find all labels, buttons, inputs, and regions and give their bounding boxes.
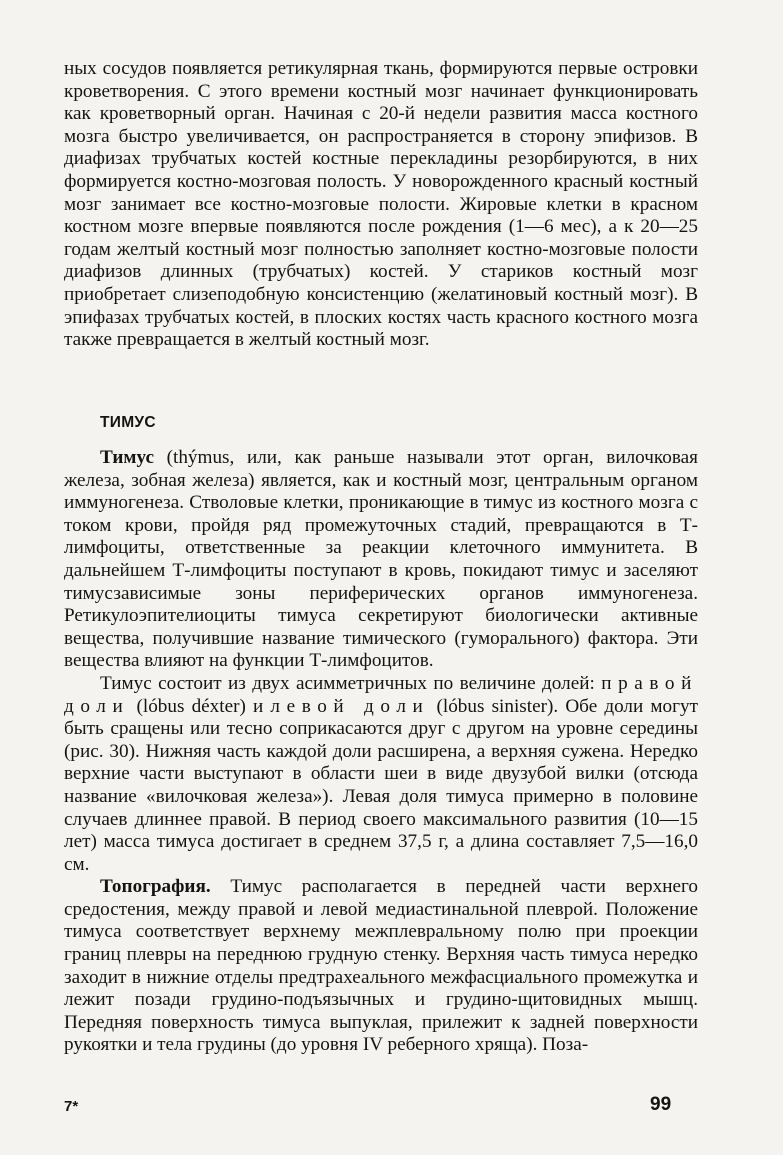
paragraph-topography	[64, 876, 698, 1057]
paragraph-text: , или, как раньше называли этот орган, вилочковая железа, зобная железа) является, как и костный мозг, центральным органом иммуногенеза. Стволовые клетки, проникающие в тимус из костного мозга с током крови, пройдя ряд промежуточных стадий, превращаются в Т-лимфоциты, ответственные за реакции клеточного иммунитета. В дальнейшем Т-лимфоциты поступают в кровь, покидают тимус и заселяют тимусзависимые зоны периферических органов иммуногенеза. Ретикулоэпителиоциты тимуса секретируют биологически активные вещества, получившие название тимического (гуморального) фактора. Эти вещества влияют на функции Т-лимфоцитов.	[64, 447, 699, 672]
bone-marrow-text-block	[64, 58, 698, 352]
latin-thymus: thýmus	[173, 447, 230, 468]
page-number: 99	[650, 1094, 672, 1115]
paragraph-text: Тимус располагается в передней части верхнего средостения, между правой и левой медиастинальной плеврой. Положение тимуса соответствует верхнему межплевральному полю при проекции границ плевры на переднюю грудную стенку. Верхняя часть тимуса нередко заходит в нижние отделы предтрахеального межфасциального промежутка и лежит позади грудино-подъязычных и грудино-щитовидных мышц. Передняя поверхность тимуса выпуклая, прилежит к задней поверхности рукоятки и тела грудины (до уровня IV реберного хряща). Поза-	[64, 876, 698, 1056]
paren-open: (	[153, 447, 173, 468]
latin-right-lobe: (lóbus déxter)	[129, 695, 254, 717]
term-left-lobe: левой доли	[270, 695, 430, 717]
term-right-lobe: правой доли	[64, 672, 698, 717]
conjunction: и	[253, 695, 271, 717]
paragraph-text: . Обе доли могут быть сращены или тесно соприкасаются друг с другом на уровне середины (рис. 30). Нижняя часть каждой доли расширена, а верхняя сужена. Нередко верхние части выступают в области шеи в виде двузубой вилки (отсюда название «вилочковая железа»). Левая доля тимуса примерно в половине случаев длиннее правой. В период своего максимального развития (10—15 лет) масса тимуса достигает в среднем 37,5 г, а длина составляет 7,5—16,0 см.	[64, 695, 698, 875]
thymus-text-block	[64, 447, 698, 1057]
paragraph-thymus-intro	[64, 447, 698, 673]
paragraph-thymus-lobes	[64, 673, 698, 876]
paragraph-text: Тимус состоит из двух асимметричных по величине долей:	[100, 672, 602, 694]
paragraph-continued: ных сосудов появляется ретикулярная ткань, формируются первые островки кроветворения. С этого времени костный мозг начинает функционировать как кроветворный орган. Начиная с 20-й недели развития масса костного мозга быстро увеличивается, он распространяется в сторону эпифизов. В диафизах трубчатых костей костные перекладины резорбируются, в них формируется костно-мозговая полость. У новорожденного красный костный мозг занимает все костно-мозговые полости. Жировые клетки в красном костном мозге впервые появляются после рождения (1—6 мес), а к 20—25 годам желтый костный мозг полностью заполняет костно-мозговые полости диафизов длинных (трубчатых) костей. У стариков костный мозг приобретает слизеподобную консистенцию (желатиновый костный мозг). В эпифазах трубчатых костей, в плоских костях часть красного костного мозга также превращается в желтый костный мозг.	[64, 58, 698, 351]
term-topography: Топография.	[100, 876, 211, 898]
section-heading: ТИМУС	[100, 414, 156, 431]
latin-left-lobe: (lóbus sinister)	[429, 695, 554, 717]
term-thymus: Тимус	[100, 447, 154, 468]
signature-mark: 7*	[64, 1098, 79, 1115]
